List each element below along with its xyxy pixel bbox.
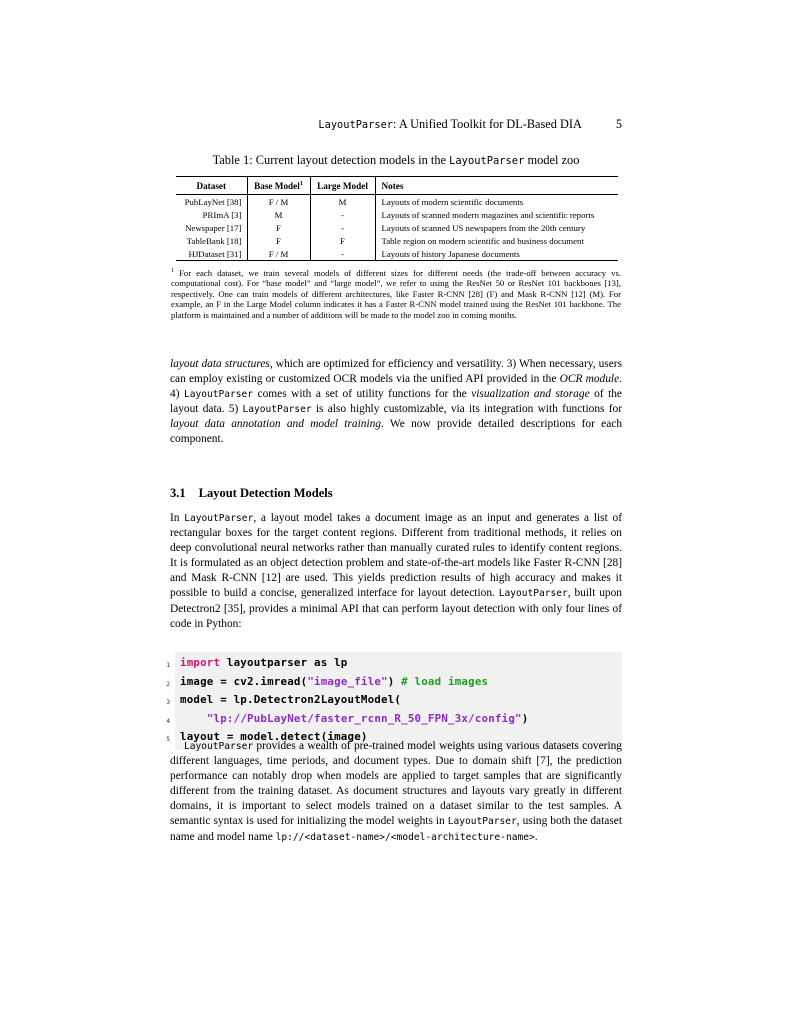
paragraph-model-weights — [170, 739, 622, 845]
table-header-cell: Dataset — [176, 177, 247, 195]
table-row — [176, 234, 618, 247]
table-cell: HJDataset [31] — [176, 247, 247, 261]
code-text — [170, 711, 622, 730]
text-run: : A Unified Toolkit for DL-Based DIA — [393, 117, 582, 131]
text-run: is also highly customizable, via its integration with functions for — [311, 403, 622, 416]
table-cell: Layouts of scanned modern magazines and scientific reports — [375, 208, 618, 221]
table-row — [176, 208, 618, 221]
running-head-title — [318, 117, 581, 132]
mono-text: LayoutParser — [242, 404, 312, 416]
table-cell: Layouts of history Japanese documents — [375, 247, 618, 261]
text-run: , a layout model takes a document image as an input and generates a list of rectangular boxes for the target content regions. Different from traditional methods, it relies on deep convolutional neural networks rather than manually curated rules to identify content regions. It is formulated as an object detection problem and state-of-the-art models like Faster R-CNN [28] and Mask R-CNN [12] are used. This yields prediction results of high accuracy and makes it possible to build a concise, generalized interface for layout detection. — [170, 512, 622, 600]
code-line-number: 2 — [166, 680, 170, 688]
code-text — [170, 692, 622, 711]
table-cell: F — [310, 234, 375, 247]
code-plain: ) — [521, 711, 529, 725]
code-text — [170, 674, 622, 693]
mono-text: LayoutParser — [183, 389, 254, 401]
running-head — [170, 117, 622, 132]
text-run: , which are optimized for efficiency and versatility. 3) When necessary, users can employ existing or customized OCR models via the unified API provided in the — [170, 358, 622, 386]
table-cell: F / M — [247, 195, 310, 209]
code-keyword: import — [180, 656, 221, 669]
table-header-cell: Base Model$^1$ — [247, 177, 310, 195]
table-cell: F — [247, 221, 310, 234]
code-line-number: 1 — [166, 662, 170, 669]
code-plain: image = cv2.imread( — [180, 674, 308, 688]
table-cell: F — [247, 234, 310, 247]
table-header-cell: Large Model — [310, 177, 375, 195]
table-cell: - — [310, 208, 375, 221]
code-string: "lp://PubLayNet/faster_rcnn_R_50_FPN_3x/config" — [206, 711, 522, 725]
footnote-text: For each dataset, we train several models of different sizes for different needs (the trade-off between accuracy vs. computational cost). For “base model” and “large model”, we refer to using the ResNet 50 or ResNet 101 backbones [13], respectively. One can train models of different architectures, like Faster R-CNN [28] (F) and Mask R-CNN [12] (M). For example, an F in the Large Model column indicates it has a Faster R-CNN model trained using the ResNet 101 backbone. The platform is maintained and a number of additions will be made to the model zoo in coming months. — [171, 267, 622, 320]
text-run: model zoo — [524, 153, 580, 167]
section-number: 3.1 — [170, 486, 186, 500]
table-cell: Layouts of scanned US newspapers from the 20th century — [375, 221, 618, 234]
table-cell: Newspaper [17] — [185, 222, 242, 233]
code-plain: layoutparser as lp — [220, 656, 348, 669]
code-line — [161, 674, 622, 693]
section-heading — [170, 486, 622, 501]
table-cell: Layouts of modern scientific documents — [375, 195, 618, 209]
mono-text: LayoutParser — [184, 741, 254, 752]
page-number: 5 — [615, 117, 622, 131]
code-line-number: 3 — [166, 699, 170, 706]
table-header-cell: Notes — [375, 177, 618, 195]
mono-text: LayoutParser — [318, 119, 394, 131]
header-footnote-marker: 1 — [299, 179, 303, 187]
table-row — [176, 195, 618, 209]
table-body — [176, 195, 618, 261]
text-run: comes with a set of utility functions for the — [253, 388, 472, 401]
model-zoo-table — [176, 176, 618, 261]
italic-text: visualization and storage — [471, 388, 590, 401]
italic-text: OCR module — [559, 373, 620, 386]
table-cell: - — [310, 247, 375, 261]
code-plain: ) — [387, 674, 402, 688]
mono-text: lp://<dataset-name>/<model-architecture-name> — [275, 831, 535, 843]
code-plain — [180, 712, 207, 725]
code-line-number: 5 — [166, 736, 170, 743]
code-plain: layout = model.detect(image) — [180, 730, 368, 743]
paragraph-intro — [170, 511, 622, 632]
table-row — [176, 221, 618, 234]
table-cell: TableBank [18] — [186, 235, 242, 246]
code-line — [161, 655, 622, 674]
table-header-row — [176, 177, 618, 195]
table-cell: M — [310, 195, 375, 209]
text-run: , using both the dataset name and model name — [170, 815, 622, 843]
text-run: , built upon Detectron2 [35], provides a minimal API that can perform layout detection with only four lines of code in Python: — [170, 587, 622, 630]
mono-text: LayoutParser — [498, 588, 568, 600]
table-cell: F / M — [247, 247, 310, 261]
text-run: In — [170, 512, 185, 524]
mono-text: LayoutParser — [447, 816, 517, 828]
paragraph-overview — [170, 357, 622, 448]
code-text — [170, 655, 622, 674]
section-title: Layout Detection Models — [198, 486, 333, 500]
text-run: of the layout data. 5) — [170, 388, 622, 416]
text-run: . — [534, 830, 538, 843]
code-text — [170, 729, 622, 748]
table-footnote — [171, 266, 621, 320]
text-run: . 4) — [170, 373, 622, 401]
table-cell: PRImA [3] — [202, 209, 242, 220]
table-cell: Table region on modern scientific and business document — [375, 234, 618, 247]
footnote-marker: 1 — [171, 267, 175, 274]
code-line-number: 4 — [166, 717, 170, 725]
code-plain: model = lp.Detectron2LayoutModel( — [180, 693, 402, 706]
code-line — [161, 729, 622, 748]
table-cell: PubLayNet [38] — [184, 196, 242, 207]
italic-text: layout data annotation and model training — [170, 418, 382, 431]
table-caption — [170, 153, 622, 168]
code-line — [161, 711, 622, 730]
table-cell: - — [310, 221, 375, 234]
code-string: "image_file" — [307, 674, 388, 688]
table-cell: M — [247, 208, 310, 221]
italic-text: layout data structures — [170, 358, 270, 370]
code-comment: # load images — [401, 674, 489, 688]
mono-text: LayoutParser — [184, 513, 254, 524]
code-block — [161, 655, 622, 748]
text-run: provides a wealth of pre-trained model weights using various datasets covering different languages, time periods, and document types. Due to domain shift [7], the prediction performance can notably drop when models are applied to target samples that are significantly different from the training dataset. As document structures and layouts vary greatly in different domains, it is important to select models trained on a dataset similar to the test samples. A semantic syntax is used for initializing the model weights in — [170, 740, 622, 828]
table-row — [176, 247, 618, 261]
mono-text: LayoutParser — [449, 155, 525, 167]
text-run: . We now provide detailed descriptions for each component. — [170, 418, 623, 446]
code-line — [161, 692, 622, 711]
text-run: Table 1: Current layout detection models in the — [212, 153, 450, 167]
